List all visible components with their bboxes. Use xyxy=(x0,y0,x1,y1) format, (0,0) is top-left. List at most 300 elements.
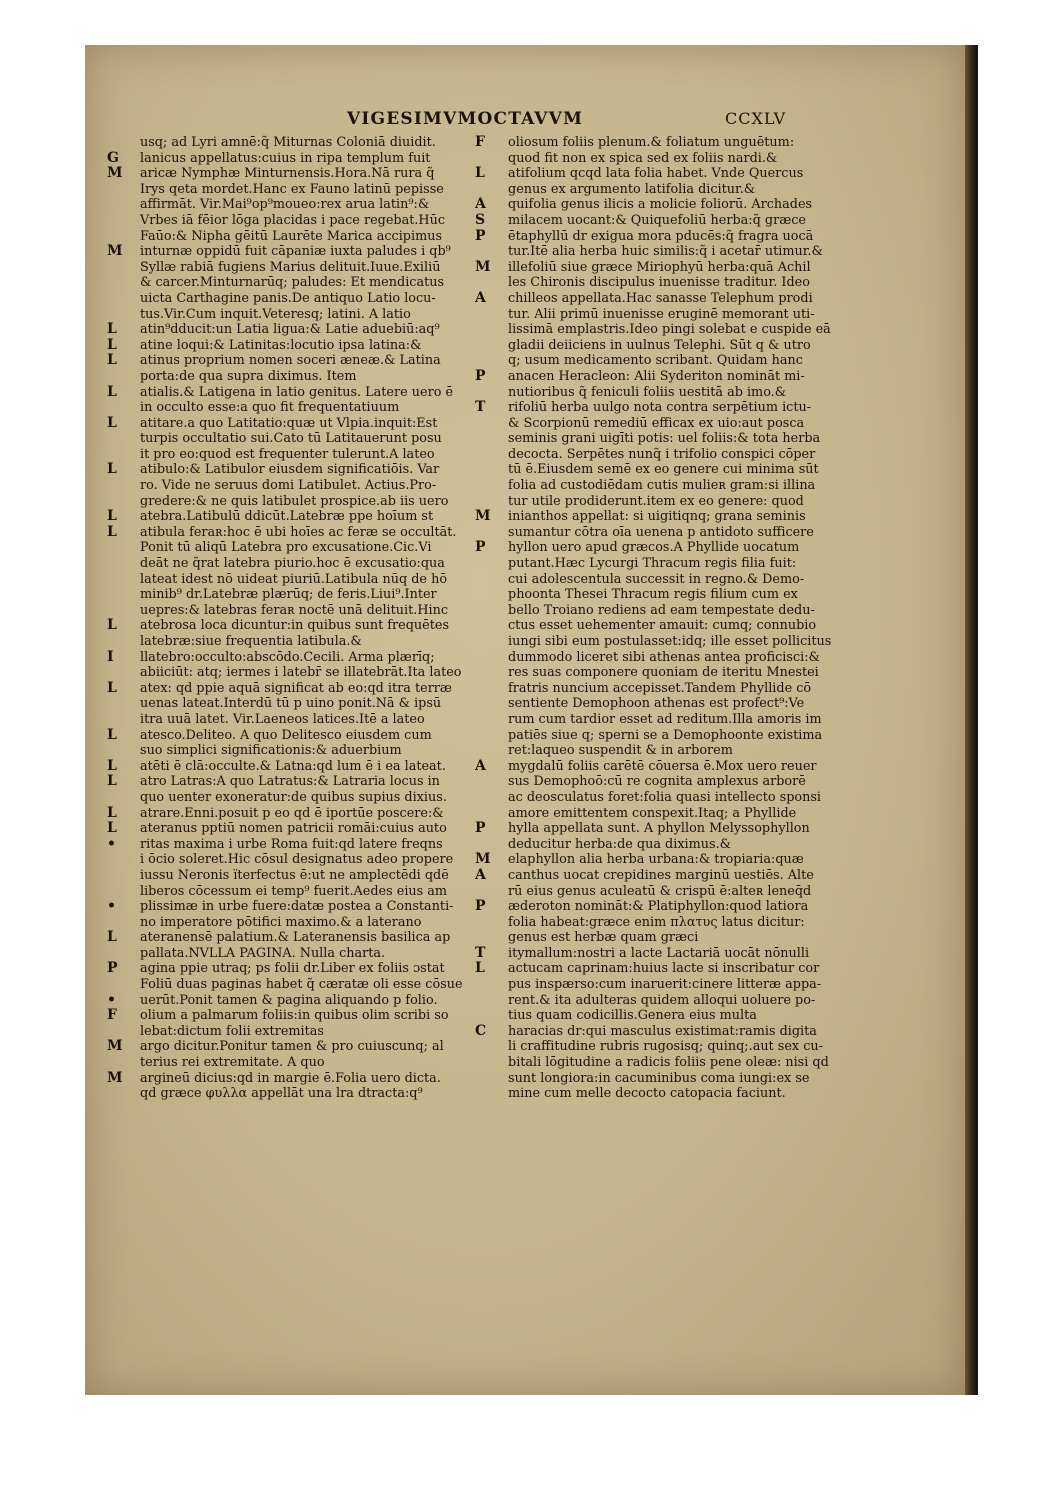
text-line xyxy=(107,385,477,401)
text-line xyxy=(107,868,477,884)
text-line xyxy=(475,915,845,931)
line-text: turpis occultatio sui.Cato tū Latitauerunt posu xyxy=(140,431,442,447)
text-line xyxy=(475,151,845,167)
left-column xyxy=(107,135,477,1102)
entry-initial: L xyxy=(107,509,117,525)
line-text: ro. Vide ne seruus domi Latibulet. Actius.Pro- xyxy=(140,478,437,494)
text-line xyxy=(475,1008,845,1024)
entry-initial: • xyxy=(107,836,116,852)
line-text: argineū dicius:qd in margie ē.Folia uero dicta. xyxy=(140,1070,441,1086)
text-line xyxy=(107,650,477,666)
entry-initial: M xyxy=(107,1070,123,1086)
text-line xyxy=(475,182,845,198)
entry-initial: • xyxy=(107,992,116,1008)
line-text: affirmāt. Vir.Mai⁹op⁹moueo:rex arua latin⁹:& xyxy=(140,197,430,213)
text-line xyxy=(475,837,845,853)
line-text: deducitur herba:de qua diximus.& xyxy=(508,836,732,852)
text-line xyxy=(107,603,477,619)
line-text: iungi sibi eum postulasset:idq; ille esset pollicitus xyxy=(508,634,832,649)
line-text: inianthos appellat̄: si uigitiqnq; grana seminis xyxy=(508,509,806,525)
text-line xyxy=(107,587,477,603)
text-line xyxy=(475,447,845,463)
entry-initial: L xyxy=(107,805,117,821)
line-text: iussu Neronis ïterfectus ē:ut ne amplectēdi qdē xyxy=(140,867,449,883)
line-text: oliosum foliis plenum.& foliatum unguētum: xyxy=(508,135,795,150)
text-line xyxy=(475,494,845,510)
entry-initial: T xyxy=(475,400,486,416)
text-line xyxy=(107,806,477,822)
line-text: suo simplici significationis:& aduerbium xyxy=(140,743,402,759)
line-text: atebrosa loca dicuntur:in quibus sunt frequētes xyxy=(140,618,450,634)
line-text: itymallum:nostri a lacte Lactariā uocāt nōnulli xyxy=(508,945,810,961)
entry-initial: L xyxy=(107,727,117,743)
line-text: pus inspærso:cum inaruerit:cinere litteræ appa- xyxy=(508,977,822,993)
text-line xyxy=(107,369,477,385)
text-line xyxy=(475,525,845,541)
line-text: atex: qd ppie aquā significat ab eo:qd itra terræ xyxy=(140,680,452,696)
entry-initial: L xyxy=(107,680,117,696)
text-line xyxy=(475,618,845,634)
entry-initial: F xyxy=(475,135,485,150)
line-text: aricæ Nymphæ Minturnensis.Hora.Nā rura q̃ xyxy=(140,166,435,182)
line-text: canthus uocat̄ crepidines marginū uestiēs. Alte xyxy=(508,867,814,883)
line-text: tur. Alii primū inuenisse eruginē memorant uti- xyxy=(508,306,815,322)
entry-initial: P xyxy=(475,228,486,244)
line-text: sentiente Demophoon athenas est profect⁹:Ve xyxy=(508,696,805,712)
line-text: atibulo:& Latibulor eiusdem significatiōis. Var xyxy=(140,462,440,478)
entry-initial: L xyxy=(107,337,117,353)
text-line xyxy=(107,416,477,432)
text-line xyxy=(475,728,845,744)
text-line xyxy=(107,509,477,525)
text-line xyxy=(107,728,477,744)
text-line xyxy=(107,743,477,759)
text-line xyxy=(107,525,477,541)
line-text: gredere:& ne quis latibulet prospice.ab iis uero xyxy=(140,493,449,509)
text-line xyxy=(107,275,477,291)
text-line xyxy=(107,182,477,198)
line-text: atifolium qcqd lata folia habet. Vnde Quercus xyxy=(508,166,804,182)
line-text: quifolia genus ilicis a molicie foliorū. Archades xyxy=(508,197,813,213)
text-line xyxy=(107,166,477,182)
entry-initial: L xyxy=(107,524,117,540)
line-text: minib⁹ d̄r.Latebræ plærūq; de feris.Liui⁹.Inter xyxy=(140,587,437,603)
line-text: ritas maxima i urbe Roma fuit:qd latere freqns xyxy=(140,836,443,852)
line-text: Ponit̄ tū aliqū Latebra pro excusatione.Cic.Vi xyxy=(140,540,432,556)
page-header xyxy=(85,109,965,131)
line-text: hyllon uero apud græcos.A Phyllide uocatum xyxy=(508,540,800,556)
scanned-page xyxy=(85,45,978,1395)
text-line xyxy=(475,462,845,478)
text-line xyxy=(107,774,477,790)
line-text: sumantur cōtra oīa uenena p antidoto sufficere xyxy=(508,524,814,540)
line-text: lanicus appellatus:cuius in ripa templum fuit xyxy=(140,150,431,166)
text-line xyxy=(475,338,845,354)
text-line xyxy=(107,260,477,276)
page-edge xyxy=(965,45,978,1395)
text-line xyxy=(107,556,477,572)
line-text: mine cum melle decocto catopacia faciunt. xyxy=(508,1086,786,1102)
entry-initial: L xyxy=(107,774,117,790)
line-text: decocta. Serpētes nunq̃ i trifolio conspici cōper xyxy=(508,446,816,462)
entry-initial: M xyxy=(475,509,491,525)
line-text: putant.Hæc Lycurgi Thracum regis filia fuit: xyxy=(508,556,797,572)
line-text: bello Troiano rediens ad eam tempestate dedu- xyxy=(508,602,815,618)
text-line xyxy=(475,821,845,837)
line-text: hylla appellata sunt. A phyllon Melyssophyllon xyxy=(508,821,810,837)
line-text: folia habeat:græce enim πλατυς latus dicitur: xyxy=(508,914,805,930)
entry-initial: A xyxy=(475,290,486,306)
text-line xyxy=(107,540,477,556)
line-text: bitali lōgitudine a radicis foliis pene oleæ: nisi qd xyxy=(508,1055,829,1071)
line-text: atin⁹dducit̄:un Latia ligua:& Latie aduebiū:aq⁹ xyxy=(140,322,440,338)
entry-initial: F xyxy=(107,1008,117,1024)
entry-initial: P xyxy=(475,368,486,384)
text-line xyxy=(475,899,845,915)
entry-initial: L xyxy=(107,821,117,837)
text-line xyxy=(475,868,845,884)
line-text: phoonta Thesei Thracum regis filium cum ex xyxy=(508,587,798,603)
line-text: gladii deiiciens in uulnus Telephi. Sūt q & utro xyxy=(508,337,811,353)
text-line xyxy=(107,1039,477,1055)
text-line xyxy=(475,743,845,759)
line-text: ateranensē palatium.& Lateranensis basilica ap xyxy=(140,930,451,946)
line-text: seminis grani uigīti potis: uel foliis:& tota herba xyxy=(508,431,821,447)
line-text: atine loqui:& Latinitas:locutio ipsa latina:& xyxy=(140,337,422,353)
line-text: ateranus pptiū nomen patricii romāi:cuius auto xyxy=(140,821,447,837)
text-line xyxy=(475,977,845,993)
entry-initial: I xyxy=(107,649,114,665)
text-line xyxy=(107,852,477,868)
line-text: pallata.NVLLA PAGINA. Nulla charta. xyxy=(140,945,386,961)
text-line xyxy=(475,260,845,276)
text-line xyxy=(107,977,477,993)
line-text: æderoton nomināt:& Platiphyllon:quod latiora xyxy=(508,899,809,915)
line-text: ētaphyllū d̄r exigua mora pducēs:q̃ fragra uocā xyxy=(508,228,814,244)
text-line xyxy=(107,634,477,650)
line-text: atro Latras:A quo Latratus:& Latraria locus in xyxy=(140,774,440,790)
text-line xyxy=(475,993,845,1009)
line-text: rum cum tardior esset ad reditum.Illa amoris im xyxy=(508,711,822,727)
line-text: rent.& ita adulteras quidem alloqui uoluere po- xyxy=(508,992,816,1008)
line-text: atibula feraʀ:hoc ē ubi hoīes ac feræ se occultāt. xyxy=(140,524,457,540)
line-text: elaphyllon alia herba urbana:& tropiaria:quæ xyxy=(508,852,804,868)
line-text: argo dicitur.Ponitur tamen & pro cuiuscunq; al xyxy=(140,1039,444,1055)
text-line xyxy=(475,478,845,494)
text-line xyxy=(107,431,477,447)
text-line xyxy=(475,166,845,182)
entry-initial: L xyxy=(107,384,117,400)
text-line xyxy=(107,447,477,463)
text-line xyxy=(475,790,845,806)
line-text: olium a palmarum foliis:in quibus olim scribi so xyxy=(140,1008,449,1024)
line-text: quod fit non ex spica sed ex foliis nardi.& xyxy=(508,150,778,166)
text-line xyxy=(107,478,477,494)
entry-initial: S xyxy=(475,212,486,228)
right-column xyxy=(475,135,845,1102)
text-line xyxy=(475,322,845,338)
line-text: Foliū duas paginas habet q̃ cæratæ oli esse cōsue xyxy=(140,977,463,993)
entry-initial: A xyxy=(475,758,486,774)
line-text: latebræ:siue frequentia latibula.& xyxy=(140,634,362,649)
text-line xyxy=(475,1024,845,1040)
text-line xyxy=(107,1024,477,1040)
line-text: atinus proprium nomen soceri æneæ.& Latina xyxy=(140,353,441,369)
text-line xyxy=(475,275,845,291)
text-line xyxy=(475,353,845,369)
text-line xyxy=(475,369,845,385)
line-text: uenas lateat.Interdū tū p uino ponit̄.Nā & ipsū xyxy=(140,696,442,712)
line-text: anacen Heracleon: Alii Syderiton nomināt mi- xyxy=(508,368,805,384)
line-text: uicta Carthagine panis.De antiquo Latio locu- xyxy=(140,290,436,306)
line-text: & Scorpionū remediū efficax ex uio:aut posca xyxy=(508,415,805,431)
text-line xyxy=(107,681,477,697)
line-text: cui adolescentula successit in regno.& Demo- xyxy=(508,571,805,587)
line-text: in occulto esse:a quo fit frequentatiuum xyxy=(140,400,400,416)
line-text: no imperatore pōtifici maximo.& a laterano xyxy=(140,914,422,930)
line-text: usq; ad Lyri amnē:q̃ Miturnas Coloniā diuidit. xyxy=(140,135,436,150)
text-line xyxy=(475,634,845,650)
text-line xyxy=(107,400,477,416)
text-line xyxy=(475,556,845,572)
line-text: rū eius genus aculeatū & crispū ē:alteʀ leneq̄d xyxy=(508,883,812,899)
text-line xyxy=(475,400,845,416)
line-text: porta:de qua supra diximus. Item xyxy=(140,368,357,384)
text-line xyxy=(107,322,477,338)
text-line xyxy=(107,961,477,977)
text-line xyxy=(107,462,477,478)
line-text: atebra.Latibulū ddicūt.Latebræ ppe hoīum st xyxy=(140,509,434,525)
line-text: Irys qeta mordet.Hanc ex Fauno latinū pepisse xyxy=(140,181,444,197)
text-line xyxy=(475,930,845,946)
entry-initial: L xyxy=(107,462,117,478)
entry-initial: • xyxy=(107,899,116,915)
line-text: amore emittentem conspexit.Itaq; a Phyllide xyxy=(508,805,797,821)
line-text: Vrbes iā fēior lōga placidas i pace regebat.Hūc xyxy=(140,212,446,228)
line-text: plissimæ in urbe fuere:datæ postea a Constanti- xyxy=(140,899,454,915)
entry-initial: L xyxy=(107,353,117,369)
text-line xyxy=(475,774,845,790)
text-line xyxy=(107,696,477,712)
text-line xyxy=(107,837,477,853)
line-text: Faūo:& Nipha gēitū Laurēte Marica accipimus xyxy=(140,228,443,244)
line-text: mygdalū foliis carētē cōuersa ē.Mox uero reuer xyxy=(508,758,817,774)
line-text: itra uuā latet. Vir.Laeneos latices.Itē a lateo xyxy=(140,711,425,727)
line-text: Syllæ rabiā fugiens Marius delituit.Iuue.Exiliū xyxy=(140,259,441,275)
line-text: uepres:& latebras feraʀ noctē unā delituit.Hinc xyxy=(140,602,448,618)
line-text: chilleos appellata.Hac sanasse Telephum prodi xyxy=(508,290,813,306)
line-text: liberos cōcessum ei temp⁹ fuerit.Aedes eius am xyxy=(140,883,448,899)
line-text: sus Demophoō:cū re cognita amplexus arborē xyxy=(508,774,806,790)
text-line xyxy=(475,852,845,868)
text-line xyxy=(475,197,845,213)
text-line xyxy=(107,1086,477,1102)
text-line xyxy=(107,151,477,167)
line-text: abiiciūt: atq; iermes i latebr̄ se illatebrāt.Ita lateo xyxy=(140,665,462,681)
line-text: lebat:dictum folii extremitas xyxy=(140,1023,324,1039)
text-line xyxy=(475,1039,845,1055)
line-text: it pro eo:quod est frequenter tulerunt.A lateo xyxy=(140,446,435,462)
text-line xyxy=(475,603,845,619)
entry-initial: L xyxy=(107,415,117,431)
entry-initial: M xyxy=(107,1039,123,1055)
line-text: atēt̄i ē clā:occulte.& Latna:qd lum ē i ea lateat. xyxy=(140,758,446,774)
text-line xyxy=(475,509,845,525)
text-line xyxy=(475,806,845,822)
text-line xyxy=(107,618,477,634)
line-text: tius quam codicillis.Genera eius multa xyxy=(508,1008,757,1024)
text-line xyxy=(475,385,845,401)
line-text: uerūt.Ponit̄ tamen & pagina aliquando p folio. xyxy=(140,992,438,1008)
text-line xyxy=(107,665,477,681)
line-text: haracias d̄r:qui masculus existimat̄:ramis digita xyxy=(508,1023,817,1039)
line-text: tur.Itē alia herba huic similis:q̃ i acetar̄ utimur.& xyxy=(508,244,823,260)
line-text: patiēs siue q; sperni se a Demophoonte existima xyxy=(508,727,823,743)
line-text: q; usum medicamento scribant. Quidam hanc xyxy=(508,353,803,369)
text-line xyxy=(475,961,845,977)
entry-initial: M xyxy=(475,259,491,275)
text-line xyxy=(107,197,477,213)
line-text: quo uenter exoneratur:de quibus supius dixius. xyxy=(140,789,447,805)
line-text: inturnæ oppidū fuit cāpaniæ iuxta paludes i qb⁹ xyxy=(140,244,451,260)
text-line xyxy=(475,712,845,728)
text-line xyxy=(107,244,477,260)
text-line xyxy=(475,291,845,307)
line-text: & carcer.Minturnarūq; paludes: Et mendicatus xyxy=(140,275,445,291)
line-text: actucam caprinam:huius lacte si inscribatur cor xyxy=(508,961,820,977)
text-line xyxy=(107,1055,477,1071)
folio-number: CCXLV xyxy=(725,109,787,128)
text-line xyxy=(475,1055,845,1071)
entry-initial: P xyxy=(475,821,486,837)
entry-initial: L xyxy=(107,322,117,338)
text-line xyxy=(475,540,845,556)
line-text: genus est herbæ quam græci xyxy=(508,930,699,946)
text-line xyxy=(475,759,845,775)
text-line xyxy=(107,712,477,728)
entry-initial: G xyxy=(107,150,119,166)
line-text: lissimā emplastris.Ideo pingi solebat e cuspide eā xyxy=(508,322,831,338)
book-page xyxy=(85,45,965,1395)
line-text: qd græce φυλλα appellāt una lra dtracta:q⁹ xyxy=(140,1086,423,1102)
text-line xyxy=(107,790,477,806)
entry-initial: A xyxy=(475,197,486,213)
text-line xyxy=(475,213,845,229)
line-text: folia ad custodiēdam cutis mulieʀ gram:si illina xyxy=(508,478,816,494)
entry-initial: P xyxy=(107,961,118,977)
text-line xyxy=(107,307,477,323)
entry-initial: P xyxy=(475,540,486,556)
line-text: lateat idest nō uideat piuriū.Latibula nūq de hō xyxy=(140,571,448,587)
line-text: fratris nuncium accepisset.Tandem Phyllide cō xyxy=(508,680,812,696)
text-line xyxy=(475,135,845,151)
line-text: res suas componere quoniam de iteritu Mnestei xyxy=(508,665,819,681)
line-text: tur utile prodiderunt.item ex eo genere: quod xyxy=(508,493,804,509)
text-line xyxy=(107,338,477,354)
line-text: agina ppie utraq; ps folii d̄r.Liber ex foliis ɔstat xyxy=(140,961,445,977)
entry-initial: M xyxy=(475,852,491,868)
text-line xyxy=(475,244,845,260)
entry-initial: L xyxy=(107,758,117,774)
line-text: atrare.Enni.posuit p eo qd ē iportūe poscere:& xyxy=(140,805,444,821)
text-line xyxy=(475,946,845,962)
text-line xyxy=(107,899,477,915)
line-text: ctus esset uehementer amauit: cumq; connubio xyxy=(508,618,817,634)
text-line xyxy=(107,229,477,245)
text-line xyxy=(475,1086,845,1102)
text-line xyxy=(107,353,477,369)
text-line xyxy=(107,759,477,775)
line-text: ret:laqueo suspendit & in arborem xyxy=(508,743,733,759)
text-line xyxy=(107,572,477,588)
text-line xyxy=(107,946,477,962)
text-line xyxy=(107,494,477,510)
entry-initial: M xyxy=(107,244,123,260)
text-line xyxy=(107,930,477,946)
text-line xyxy=(107,213,477,229)
line-text: deāt ne q̃rat latebra piurio.hoc ē excusatio:qua xyxy=(140,556,445,572)
text-line xyxy=(107,1008,477,1024)
entry-initial: L xyxy=(107,930,117,946)
entry-initial: L xyxy=(475,961,485,977)
entry-initial: A xyxy=(475,867,486,883)
line-text: les Chironis discipulus inuenisse traditur. Ideo xyxy=(508,275,810,291)
entry-initial: L xyxy=(475,166,485,182)
line-text: li craffitudine rubris rugosisq; quinq;.aut sex cu- xyxy=(508,1039,823,1055)
text-line xyxy=(475,696,845,712)
line-text: ac deosculatus foret:folia quasi intellecto sponsi xyxy=(508,789,822,805)
line-text: atialis.& Latigena in latio genitus. Latere uero ē xyxy=(140,384,454,400)
entry-initial: P xyxy=(475,899,486,915)
text-line xyxy=(475,884,845,900)
line-text: illefoliū siue græce Miriophyū herba:quā Achil xyxy=(508,259,811,275)
text-line xyxy=(107,993,477,1009)
line-text: llatebro:occulto:abscōdo.Cecili. Arma plærīq; xyxy=(140,649,435,665)
text-line xyxy=(475,665,845,681)
text-line xyxy=(107,915,477,931)
text-line xyxy=(107,135,477,151)
text-line xyxy=(107,1071,477,1087)
line-text: genus ex argumento latifolia dicitur.& xyxy=(508,181,756,197)
line-text: atitare.a quo Latitatio:quæ ut Vlpia.inquit:Est xyxy=(140,415,438,431)
line-text: tū ē.Eiusdem semē ex eo genere cui minima sūt xyxy=(508,462,819,478)
entry-initial: C xyxy=(475,1023,487,1039)
text-line xyxy=(107,821,477,837)
text-line xyxy=(475,587,845,603)
line-text: nutioribus q̃ feniculi foliis uestitā ab imo.& xyxy=(508,384,787,400)
entry-initial: T xyxy=(475,945,486,961)
text-line xyxy=(475,229,845,245)
text-line xyxy=(475,431,845,447)
running-title: VIGESIMVMOCTAVVM xyxy=(347,109,584,129)
line-text: dummodo liceret sibi athenas antea proficisci:& xyxy=(508,649,820,665)
text-line xyxy=(475,681,845,697)
line-text: atesco.Deliteo. A quo Delitesco eiusdem cum xyxy=(140,727,432,743)
text-line xyxy=(475,307,845,323)
line-text: sunt longiora:in cacuminibus coma iungi:ex se xyxy=(508,1070,810,1086)
line-text: tus.Vir.Cum inquit.Veteresq; latini. A latio xyxy=(140,306,411,322)
text-line xyxy=(475,650,845,666)
line-text: terius rei extremitate. A quo xyxy=(140,1055,325,1071)
text-line xyxy=(475,416,845,432)
entry-initial: L xyxy=(107,618,117,634)
line-text: milacem uocant:& Quiquefoliū herba:q̃ græce xyxy=(508,212,806,228)
text-line xyxy=(475,1071,845,1087)
line-text: i ōcio soleret.Hic cōsul designatus adeo propere xyxy=(140,852,454,868)
text-line xyxy=(475,572,845,588)
text-line xyxy=(107,884,477,900)
text-line xyxy=(107,291,477,307)
